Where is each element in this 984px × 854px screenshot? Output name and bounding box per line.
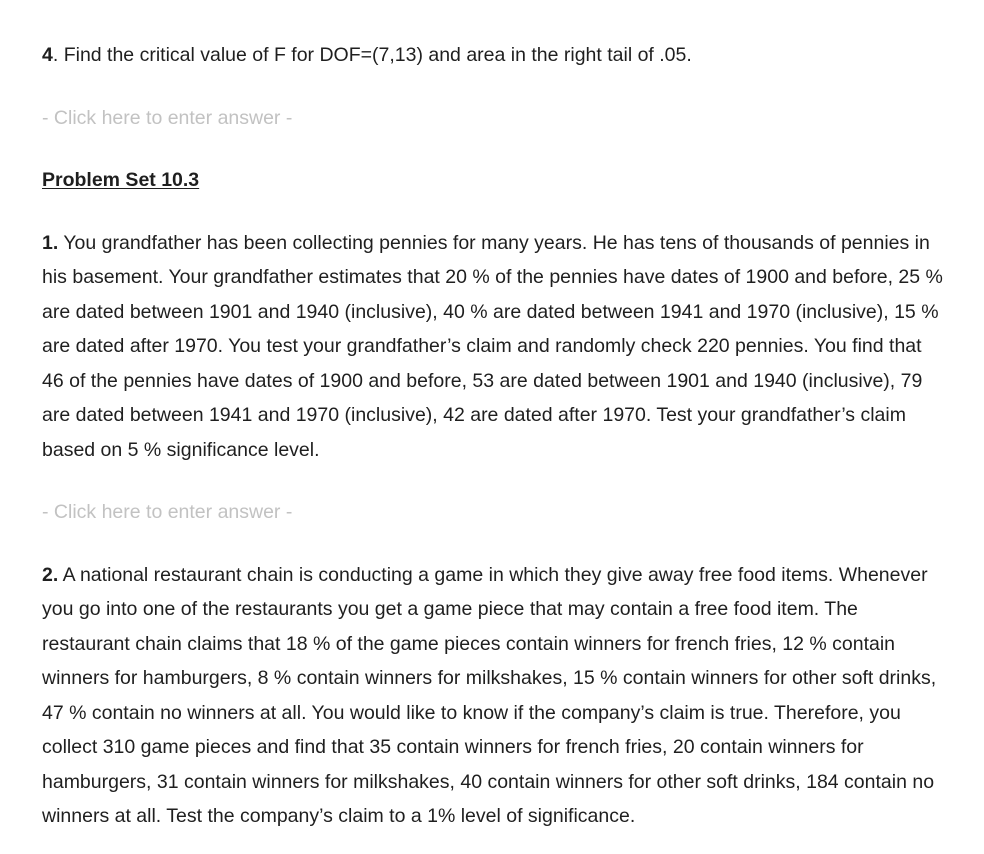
question-4-number: 4: [42, 44, 53, 66]
problem-1-text: You grandfather has been collecting pennies for many years. He has tens of thousands of pennies in his basement. Your grandfather estimates that 20 % of the pennies have dates of 1900 and before, 25 % are dated between 1901 and 1940 (inclusive), 40 % are dated between 1941 and 1970 (inclusive), 15 % are dated after 1970. You test your grandfather’s claim and randomly check 220 pennies. You find that 46 of the pennies have dates of 1900 and before, 53 are dated between 1901 and 1940 (inclusive), 79 are dated between 1941 and 1970 (inclusive), 42 are dated after 1970. Test your grandfather’s claim based on 5 % significance level.: [42, 231, 943, 461]
problem-1: [42, 226, 944, 468]
question-4: [42, 38, 944, 73]
problem-2: [42, 558, 944, 834]
answer-field-problem-1[interactable]: - Click here to enter answer -: [42, 501, 293, 523]
section-heading: Problem Set 10.3: [42, 169, 200, 191]
answer-field-question-4[interactable]: - Click here to enter answer -: [42, 106, 293, 129]
problem-1-number: 1.: [42, 231, 59, 254]
problem-2-text: A national restaurant chain is conducting a game in which they give away free food items. Whenever you go into one of the restaurants you get a game piece that may contain a free food item. The restaurant chain claims that 18 % of the game pieces contain winners for french fries, 12 % contain winners for hamburgers, 8 % contain winners for milkshakes, 15 % contain winners for other soft drinks, 47 % contain no winners at all. You would like to know if the company’s claim is true. Therefore, you collect 310 game pieces and find that 35 contain winners for french fries, 20 contain winners for hamburgers, 31 contain winners for milkshakes, 40 contain winners for other soft drinks, 184 contain no winners at all. Test the company’s claim to a 1% level of significance.: [42, 563, 937, 827]
question-4-text: . Find the critical value of F for DOF=(7,13) and area in the right tail of .05.: [52, 44, 692, 66]
problem-2-number: 2.: [42, 563, 59, 586]
